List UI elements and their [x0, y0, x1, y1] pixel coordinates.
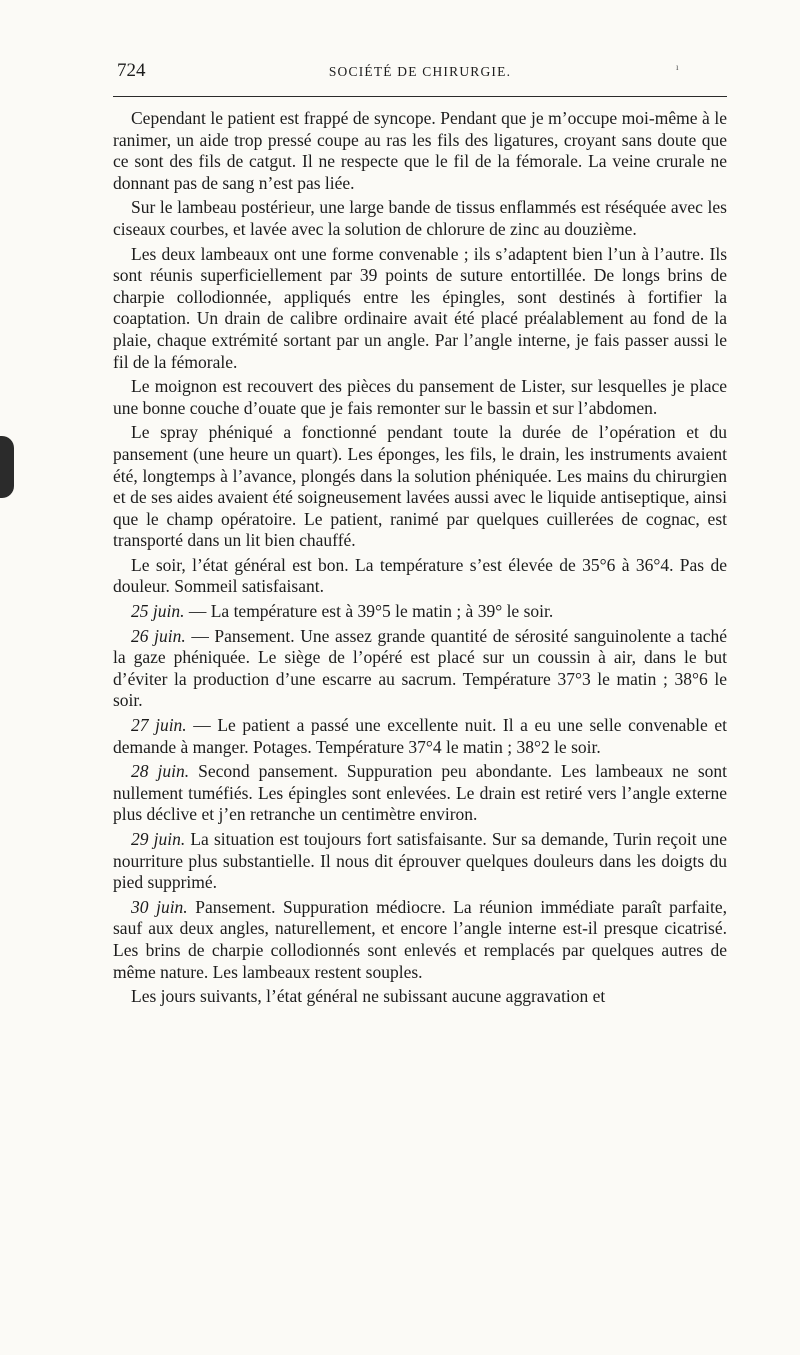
- entry-date: 30 juin.: [131, 896, 188, 917]
- print-mark: ı: [676, 62, 679, 72]
- paragraph: [113, 829, 727, 894]
- paragraph: [113, 715, 727, 758]
- binding-hole: [0, 436, 14, 498]
- page-header: [113, 60, 727, 86]
- paragraph-text: Les jours suivants, l’état général ne subissant aucune aggravation et: [131, 986, 606, 1007]
- paragraph: [113, 626, 727, 712]
- running-title: SOCIÉTÉ DE CHIRURGIE.: [328, 64, 512, 79]
- paragraph: [113, 108, 727, 194]
- entry-date: 27 juin.: [131, 715, 187, 736]
- entry-date: 28 juin.: [131, 761, 190, 782]
- entry-date: 26 juin.: [131, 625, 186, 646]
- paragraph-text: Le soir, l’état général est bon. La température s’est élevée de 35°6 à 36°4. Pas de douleur. Sommeil satisfaisant.: [113, 554, 727, 597]
- paragraph-text: — Le patient a passé une excellente nuit. Il a eu une selle convenable et demande à manger. Potages. Température 37°4 le matin ; 38°2 le soir.: [113, 715, 727, 757]
- paragraph-text: Les deux lambeaux ont une forme convenable ; ils s’adaptent bien l’un à l’autre. Ils sont réunis superficiellement par 39 points de suture entortillée. De longs brins de charpie collodionnée, appliqués entre les épingles, sont destinés à fortifier la coaptation. Un drain de calibre ordinaire avait été placé préalablement au fond de la plaie, chaque extrémité sortant par un angle. Par l’angle interne, je fais passer aussi le fil de la fémorale.: [113, 243, 727, 372]
- paragraph: [113, 761, 727, 826]
- paragraph-text: Cependant le patient est frappé de syncope. Pendant que je m’occupe moi-même à le ranimer, un aide trop pressé coupe au ras les fils des ligatures, croyant sans doute que ce sont des fils de catgut. Il ne respecte que le fil de la fémorale. La veine crurale ne donnant pas de sang n’est pas liée.: [113, 108, 727, 193]
- paragraph-text: La situation est toujours fort satisfaisante. Sur sa demande, Turin reçoit une nourriture plus substantielle. Il nous dit éprouver quelques douleurs dans les doigts du pied supprimé.: [113, 829, 727, 893]
- paragraph-text: — Pansement. Une assez grande quantité de sérosité sanguinolente a taché la gaze phéniquée. Le siège de l’opéré est placé sur un coussin à air, dans le but d’éviter la production d’une escarre au sacrum. Température 37°3 le matin ; 38°6 le soir.: [113, 625, 728, 711]
- paragraph: [113, 197, 727, 240]
- paragraph: [113, 244, 727, 374]
- paragraph: [113, 986, 727, 1008]
- paragraph: [113, 601, 727, 623]
- header-rule: [113, 96, 727, 97]
- paragraph: [113, 376, 727, 419]
- paragraph-text: — La température est à 39°5 le matin ; à 39° le soir.: [184, 601, 554, 622]
- body-text: [113, 108, 727, 1008]
- entry-date: 25 juin.: [131, 601, 185, 622]
- paragraph-text: Sur le lambeau postérieur, une large bande de tissus enflammés est réséquée avec les ciseaux courbes, et lavée avec la solution de chlorure de zinc au douzième.: [113, 197, 727, 239]
- page-number: 724: [117, 60, 146, 81]
- paragraph-text: Le spray phéniqué a fonctionné pendant toute la durée de l’opération et du pansement (une heure un quart). Les éponges, les fils, le drain, les instruments avaient été, longtemps à l’avance, plongés dans la solution phéniquée. Les mains du chirurgien et de ses aides avaient été soigneusement lavées aussi avec le liquide antiseptique, ainsi que le champ opératoire. Le patient, ranimé par quelques cuillerées de cognac, est transporté dans un lit bien chauffé.: [113, 422, 727, 551]
- paragraph-text: Le moignon est recouvert des pièces du pansement de Lister, sur lesquelles je place une bonne couche d’ouate que je fais remonter sur le bassin et sur l’abdomen.: [113, 376, 727, 418]
- entry-date: 29 juin.: [131, 829, 186, 849]
- paragraph: [113, 897, 727, 983]
- paragraph-text: Second pansement. Suppuration peu abondante. Les lambeaux ne sont nullement tuméfiés. Les épingles sont enlevées. Le drain est retiré vers l’angle externe plus déclive et j’en retranche un centimètre environ.: [113, 761, 727, 825]
- paragraph: [113, 422, 727, 552]
- paragraph: [113, 555, 727, 598]
- paragraph-text: Pansement. Suppuration médiocre. La réunion immédiate paraît parfaite, sauf aux deux angles, naturellement, et encore l’angle interne est-il presque cicatrisé. Les brins de charpie collodionnés sont enlevés et remplacés par quelques autres de même nature. Les lambeaux restent souples.: [113, 896, 727, 982]
